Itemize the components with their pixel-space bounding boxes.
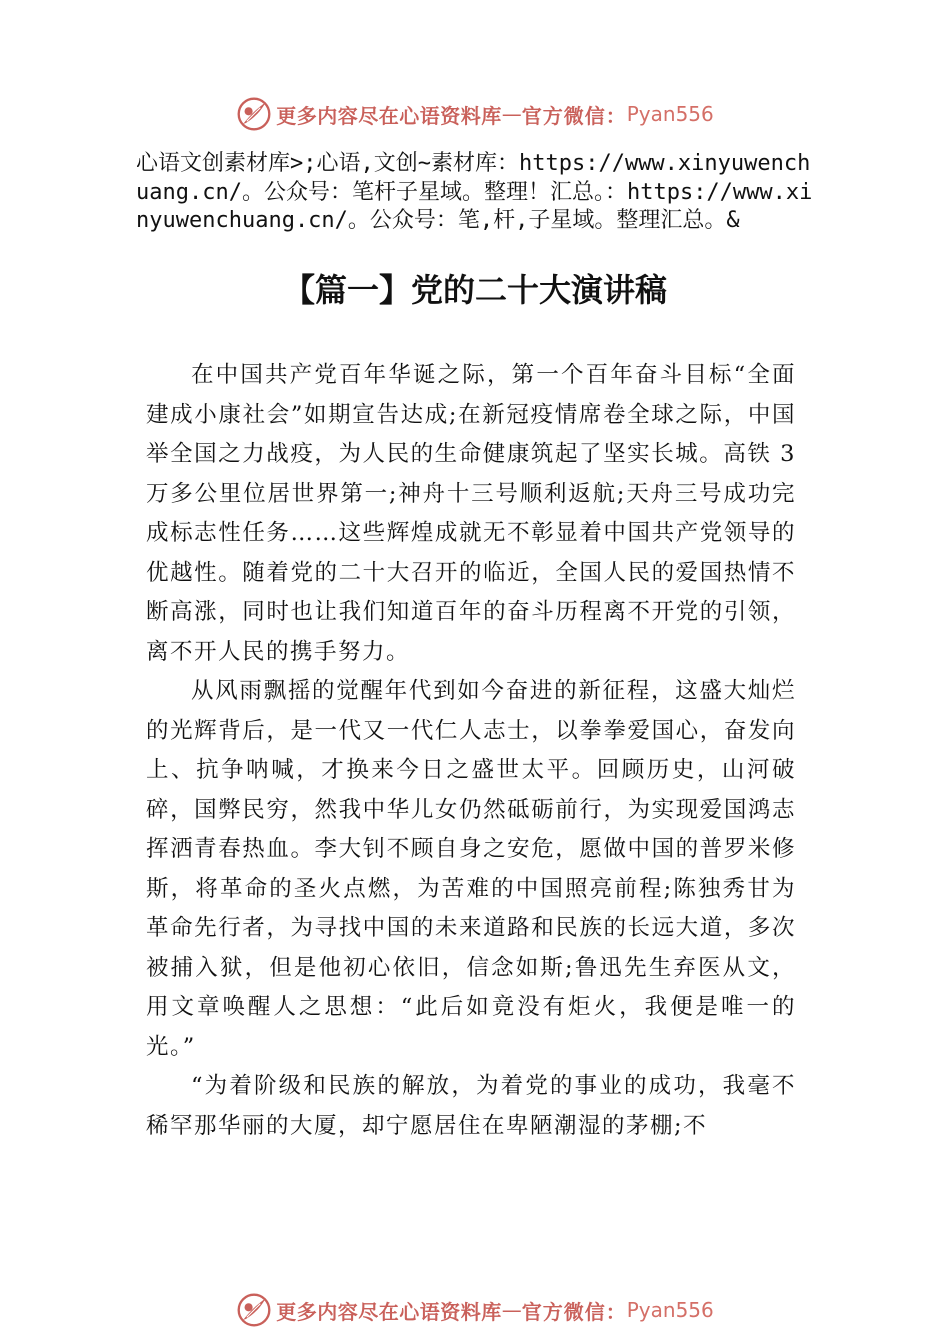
banner-wechat-label: 官方微信： xyxy=(521,103,627,128)
banner-separator: — xyxy=(501,1298,522,1322)
document-body xyxy=(146,356,796,1146)
banner-wechat-id: Pyan556 xyxy=(626,1298,714,1322)
banner-separator: — xyxy=(501,102,522,126)
document-title: 【篇一】党的二十大演讲稿 xyxy=(282,271,667,309)
banner-text: 更多内容尽在心语资料库 xyxy=(276,1299,502,1324)
body-paragraph: 在中国共产党百年华诞之际，第一个百年奋斗目标“全面建成小康社会”如期宣告达成;在新冠疫情席卷全球之际，中国举全国之力战疫，为人民的生命健康筑起了坚实长城。高铁 3 万多公里位居世界第一;神舟十三号顺利返航;天舟三号成功完成标志性任务……这些辉煌成就无不彰显着中国共产党领导的优越性。随着党的二十大召开的临近，全国人民的爱国热情不断高涨，同时也让我们知道百年的奋斗历程离不开党的引领，离不开人民的携手努力。 xyxy=(146,362,796,665)
banner-wechat-id: Pyan556 xyxy=(626,102,714,126)
footer-watermark-banner xyxy=(0,1288,950,1332)
body-paragraph: 从风雨飘摇的觉醒年代到如今奋进的新征程，这盛大灿烂的光辉背后，是一代又一代仁人志士，以拳拳爱国心，奋发向上、抗争呐喊，才换来今日之盛世太平。回顾历史，山河破碎，国弊民穷，然我中华儿女仍然砥砺前行，为实现爱国鸿志挥洒青春热血。李大钊不顾自身之安危，愿做中国的普罗米修斯，将革命的圣火点燃，为苦难的中国照亮前程;陈独秀甘为革命先行者，为寻找中国的未来道路和民族的长远大道，多次被捕入狱，但是他初心依旧，信念如斯;鲁迅先生弃医从文，用文章唤醒人之思想：“此后如竟没有炬火，我便是唯一的光。” xyxy=(146,678,796,1060)
banner-wechat-label: 官方微信： xyxy=(521,1299,627,1324)
intro-source-text: 心语文创素材库>;心语,文创~素材库：https://www.xinyuwenchuang.cn/。公众号：笔杆子星域。整理！汇总。：https://www.xinyuwenchuang.cn/。公众号：笔,杆,子星域。整理汇总。& xyxy=(136,151,813,233)
quill-seal-icon xyxy=(236,1292,272,1328)
body-paragraph: “为着阶级和民族的解放，为着党的事业的成功，我毫不稀罕那华丽的大厦，却宁愿居住在卑陋潮湿的茅棚;不 xyxy=(146,1073,796,1139)
banner-text: 更多内容尽在心语资料库 xyxy=(276,103,502,128)
header-watermark-banner xyxy=(0,92,950,136)
quill-seal-icon xyxy=(236,96,272,132)
